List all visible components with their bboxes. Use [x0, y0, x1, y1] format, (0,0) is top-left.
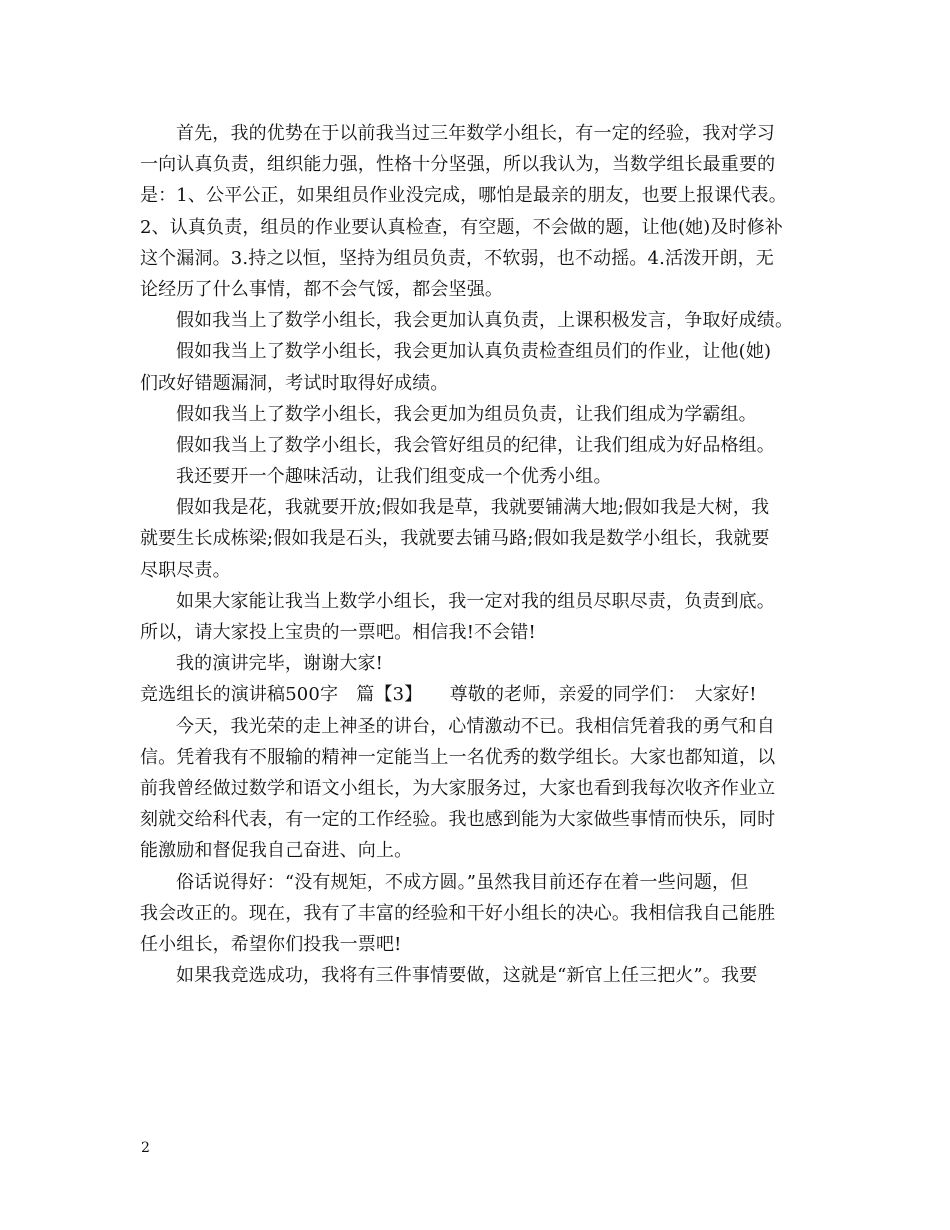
document-body	[140, 118, 815, 991]
text-line: 我会改正的。现在，我有了丰富的经验和干好小组长的决心。我相信我自己能胜	[140, 902, 776, 924]
text-line: 2、认真负责，组员的作业要认真检查，有空题，不会做的题，让他(她)及时修补	[140, 216, 784, 238]
text-line: 假如我当上了数学小组长，我会更加认真负责检查组员们的作业，让他(她)	[176, 341, 772, 363]
text-line: 前我曾经做过数学和语文小组长，为大家服务过，大家也看到我每次收齐作业立	[140, 777, 776, 799]
text-line: 如果大家能让我当上数学小组长，我一定对我的组员尽职尽责，负责到底。	[176, 590, 775, 612]
text-line: 刻就交给科代表，有一定的工作经验。我也感到能为大家做些事情而快乐，同时	[140, 809, 776, 831]
text-line: 任小组长，希望你们投我一票吧!	[140, 933, 402, 955]
text-line: 所以，请大家投上宝贵的一票吧。相信我!不会错!	[140, 622, 536, 643]
text-line: 信。凭着我有不服输的精神一定能当上一名优秀的数学组长。大家也都知道，以	[140, 746, 776, 768]
text-line: 这个漏洞。3.持之以恒，坚持为组员负责，不软弱，也不动摇。4.活泼开朗，无	[140, 247, 774, 269]
text-line: 论经历了什么事情，都不会气馁，都会坚强。	[140, 278, 503, 300]
text-line: 就要生长成栋梁;假如我是石头，我就要去铺马路;假如我是数学小组长，我就要	[140, 528, 770, 550]
text-line: 尽职尽责。	[140, 559, 231, 581]
text-line: 们改好错题漏洞，考试时取得好成绩。	[140, 372, 449, 394]
text-line: 如果我竞选成功，我将有三件事情要做，这就是“新官上任三把火”。我要	[176, 965, 758, 987]
text-line: 是：1、公平公正，如果组员作业没完成，哪怕是最亲的朋友，也要上报课代表。	[140, 185, 787, 207]
text-line: 假如我当上了数学小组长，我会更加为组员负责，让我们组成为学霸组。	[176, 403, 757, 425]
text-line: 我还要开一个趣味活动，让我们组变成一个优秀小组。	[176, 466, 612, 488]
text-line: 我的演讲完毕，谢谢大家!	[176, 653, 384, 675]
text-line: 能激励和督促我自己奋进、向上。	[140, 840, 413, 862]
text-line: 俗话说得好：“没有规矩，不成方圆。”虽然我目前还存在着一些问题，但	[176, 871, 749, 893]
text-line: 今天，我光荣的走上神圣的讲台，心情激动不已。我相信凭着我的勇气和自	[176, 715, 775, 737]
text-line: 首先，我的优势在于以前我当过三年数学小组长，有一定的经验，我对学习	[176, 123, 775, 144]
text-line: 假如我当上了数学小组长，我会更加认真负责，上课积极发言，争取好成绩。	[176, 310, 794, 332]
text-line: 假如我当上了数学小组长，我会管好组员的纪律，让我们组成为好品格组。	[176, 434, 775, 456]
page-number: 2	[141, 1140, 150, 1156]
text-line: 竞选组长的演讲稿500字 篇【3】 尊敬的老师，亲爱的同学们： 大家好!	[140, 684, 757, 706]
text-line: 一向认真负责，组织能力强，性格十分坚强，所以我认为，当数学组长最重要的	[140, 154, 776, 176]
text-line: 假如我是花，我就要开放;假如我是草，我就要铺满大地;假如我是大树，我	[176, 497, 770, 519]
